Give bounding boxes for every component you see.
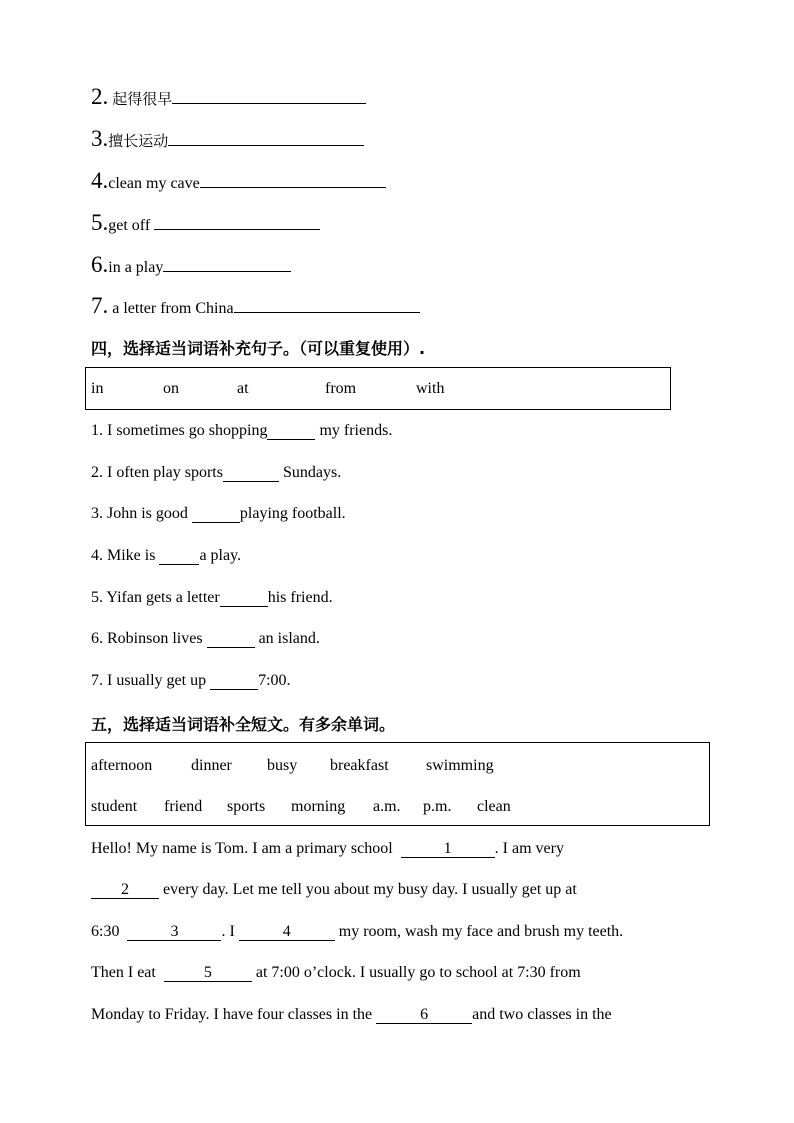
passage-line-3 <box>91 923 703 941</box>
word-in: in <box>91 380 104 397</box>
blank-5[interactable]: 5 <box>164 965 252 982</box>
blank-2[interactable]: 2 <box>91 882 159 899</box>
item-text: clean my cave <box>108 175 200 192</box>
item-text: in a play <box>108 259 164 276</box>
item-number: 4. <box>91 168 109 193</box>
passage-line-2 <box>91 881 703 899</box>
sentence-text: 4. Mike is <box>91 547 160 564</box>
passage-line-4 <box>91 964 703 982</box>
item-text: get off <box>108 217 151 234</box>
item-number: 2. <box>91 84 109 109</box>
word-dinner: dinner <box>191 757 232 774</box>
answer-blank[interactable] <box>154 215 320 230</box>
sentence-text: an island. <box>254 630 320 647</box>
item-number: 3. <box>91 126 109 151</box>
item-text: 起得很早 <box>112 90 173 108</box>
word-from: from <box>325 380 357 397</box>
section4-sentence-5 <box>91 589 333 607</box>
word-am: a.m. <box>373 798 401 815</box>
section4-sentence-1 <box>91 422 392 440</box>
word-clean: clean <box>477 798 511 815</box>
passage-text: . I am very <box>494 840 564 857</box>
section4-heading: 四，选择适当词语补充句子。（可以重复使用）. <box>91 339 426 358</box>
answer-blank[interactable] <box>172 89 366 104</box>
answer-blank[interactable] <box>192 506 240 523</box>
sentence-text: 1. I sometimes go shopping <box>91 422 268 439</box>
word-student: student <box>91 798 138 815</box>
word-at: at <box>237 380 249 397</box>
word-swimming: swimming <box>426 757 494 774</box>
answer-blank[interactable] <box>168 131 364 146</box>
answer-blank[interactable] <box>210 673 258 690</box>
sentence-text: Sundays. <box>278 464 342 481</box>
item-4 <box>91 168 386 194</box>
section4-sentence-2 <box>91 464 341 482</box>
item-text: 擅长运动 <box>108 132 169 150</box>
item-text: a letter from China <box>112 300 234 317</box>
passage-text: and two classes in the <box>472 1006 612 1023</box>
word-morning: morning <box>291 798 346 815</box>
word-afternoon: afternoon <box>91 757 153 774</box>
sentence-text: a play. <box>199 547 242 564</box>
passage-text: every day. Let me tell you about my busy day. I usually get up at <box>163 881 577 898</box>
passage-text: Monday to Friday. I have four classes in the <box>91 1006 373 1023</box>
answer-blank[interactable] <box>159 548 199 565</box>
word-on: on <box>163 380 179 397</box>
sentence-text: playing football. <box>239 505 346 522</box>
passage-text: at 7:00 o’clock. I usually go to school at 7:30 from <box>255 964 581 981</box>
sentence-text: his friend. <box>267 589 333 606</box>
answer-blank[interactable] <box>200 173 386 188</box>
sentence-text: 7. I usually get up <box>91 672 211 689</box>
blank-3[interactable]: 3 <box>127 924 221 941</box>
answer-blank[interactable] <box>267 423 315 440</box>
blank-1[interactable]: 1 <box>401 841 495 858</box>
answer-blank[interactable] <box>163 257 291 272</box>
word-sports: sports <box>227 798 266 815</box>
item-number: 7. <box>91 293 109 318</box>
blank-6[interactable]: 6 <box>376 1007 472 1024</box>
item-number: 6. <box>91 252 109 277</box>
section5-heading: 五，选择适当词语补全短文。有多余单词。 <box>91 715 396 734</box>
item-6 <box>91 252 291 278</box>
passage-text: Hello! My name is Tom. I am a primary school <box>91 840 393 857</box>
answer-blank[interactable] <box>220 590 268 607</box>
section4-sentence-6 <box>91 630 320 648</box>
sentence-text: 6. Robinson lives <box>91 630 207 647</box>
section4-sentence-4 <box>91 547 241 565</box>
item-5 <box>91 210 320 236</box>
answer-blank[interactable] <box>207 631 255 648</box>
passage-text: Then I eat <box>91 964 156 981</box>
section4-word-box <box>85 367 671 410</box>
item-number: 5. <box>91 210 109 235</box>
word-friend: friend <box>164 798 203 815</box>
section5-word-box <box>85 742 710 826</box>
word-pm: p.m. <box>423 798 452 815</box>
sentence-text: 5. Yifan gets a letter <box>91 589 220 606</box>
sentence-text: my friends. <box>315 422 393 439</box>
sentence-text: 3. John is good <box>91 505 192 522</box>
item-2 <box>91 84 366 110</box>
word-busy: busy <box>267 757 298 774</box>
answer-blank[interactable] <box>234 298 420 313</box>
passage-text: my room, wash my face and brush my teeth. <box>338 923 624 940</box>
blank-4[interactable]: 4 <box>239 924 335 941</box>
section4-sentence-3 <box>91 505 346 523</box>
passage-text: 6:30 <box>91 923 120 940</box>
answer-blank[interactable] <box>223 465 279 482</box>
passage-line-1 <box>91 840 703 858</box>
word-with: with <box>416 380 445 397</box>
passage-line-5 <box>91 1006 703 1024</box>
section4-sentence-7 <box>91 672 291 690</box>
item-3 <box>91 126 364 152</box>
item-7 <box>91 293 420 319</box>
passage-text: . I <box>221 923 235 940</box>
sentence-text: 2. I often play sports <box>91 464 223 481</box>
sentence-text: 7:00. <box>258 672 291 689</box>
word-breakfast: breakfast <box>330 757 389 774</box>
